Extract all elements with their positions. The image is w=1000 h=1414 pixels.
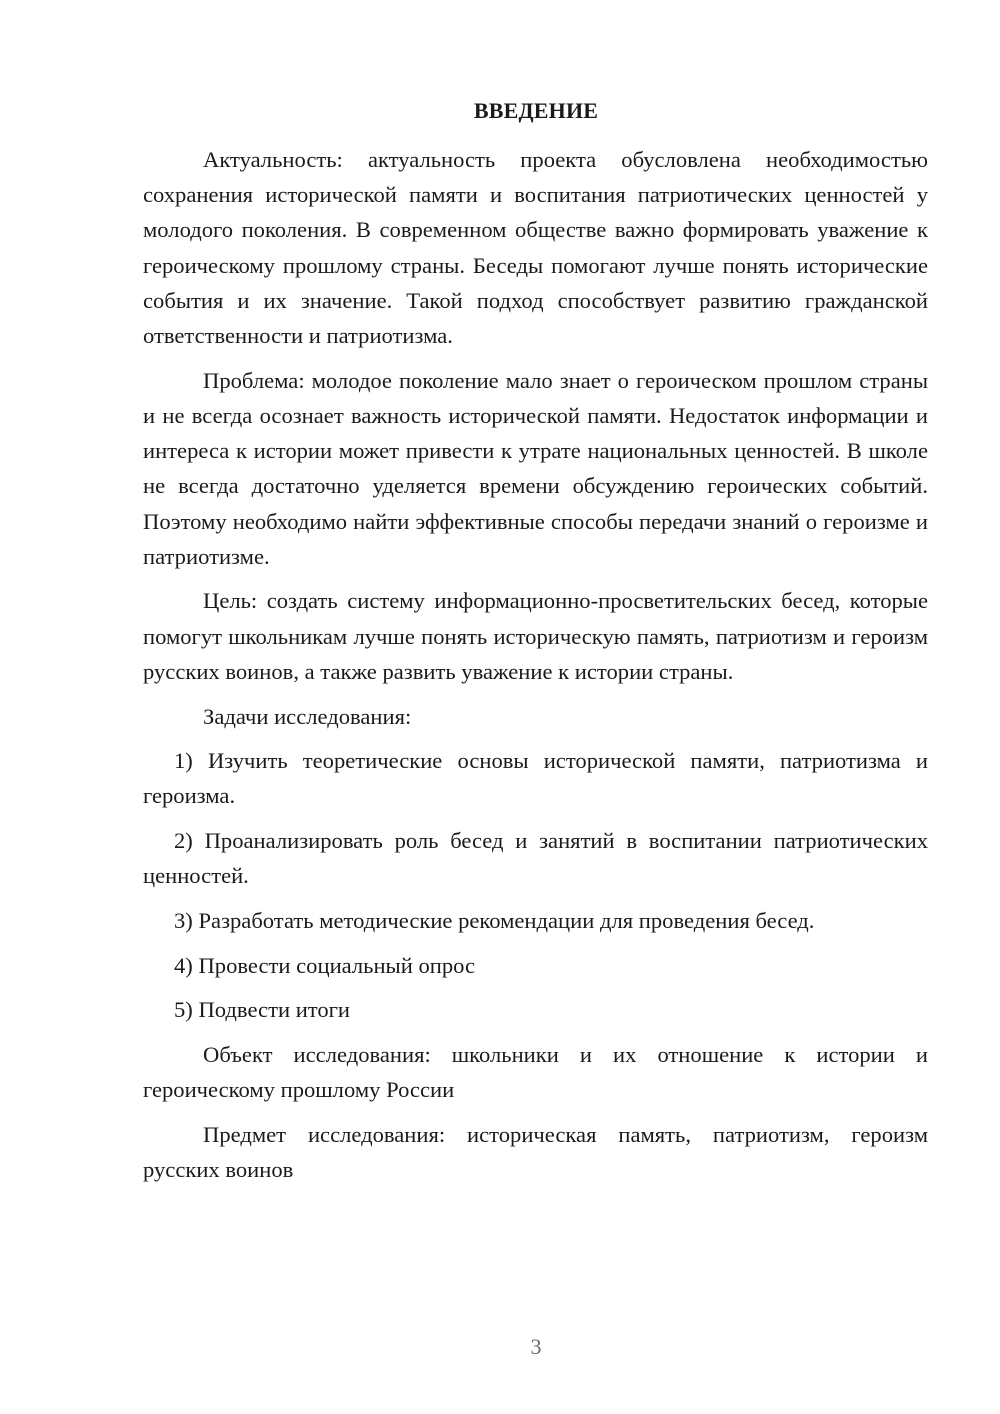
task-item-5: 5) Подвести итоги [174, 997, 351, 1023]
paragraph-object: Объект исследования: школьники и их отношение к истории и героическому прошлому России [143, 1042, 928, 1103]
task-item-3: 3) Разработать методические рекомендации для проведения бесед. [174, 908, 815, 934]
task-item-2: 2) Проанализировать роль бесед и занятий в воспитании патриотических ценностей. [143, 828, 928, 889]
paragraph-subject: Предмет исследования: историческая память, патриотизм, героизм русских воинов [143, 1122, 928, 1183]
page-title: ВВЕДЕНИЕ [473, 98, 599, 123]
task-item-4: 4) Провести социальный опрос [174, 952, 476, 978]
paragraph-tasks-heading: Задачи исследования: [203, 703, 412, 729]
paragraph-problem: Проблема: молодое поколение мало знает о героическом прошлом страны и не всегда осознает важность исторической памяти. Недостаток информации и интереса к истории может привести к утрате национальных ценностей. В школе не всегда достаточно уделяется времени обсуждению героических событий. Поэтому необходимо найти эффективные способы передачи знаний о героизме и патриотизме. [143, 367, 928, 569]
paragraph-relevance: Актуальность: актуальность проекта обусловлена необходимостью сохранения исторической памяти и воспитания патриотических ценностей у молодого поколения. В современном обществе важно формировать уважение к героическому прошлому страны. Беседы помогают лучше понять исторические события и их значение. Такой подход способствует развитию гражданской ответственности и патриотизма. [143, 147, 928, 349]
document-body [143, 142, 928, 1197]
paragraph-goal: Цель: создать систему информационно-просветительских бесед, которые помогут школьникам лучше понять историческую память, патриотизм и героизм русских воинов, а также развить уважение к истории страны. [143, 588, 928, 684]
task-item-1: 1) Изучить теоретические основы исторической памяти, патриотизма и героизма. [143, 748, 928, 809]
page-number: 3 [530, 1334, 542, 1359]
